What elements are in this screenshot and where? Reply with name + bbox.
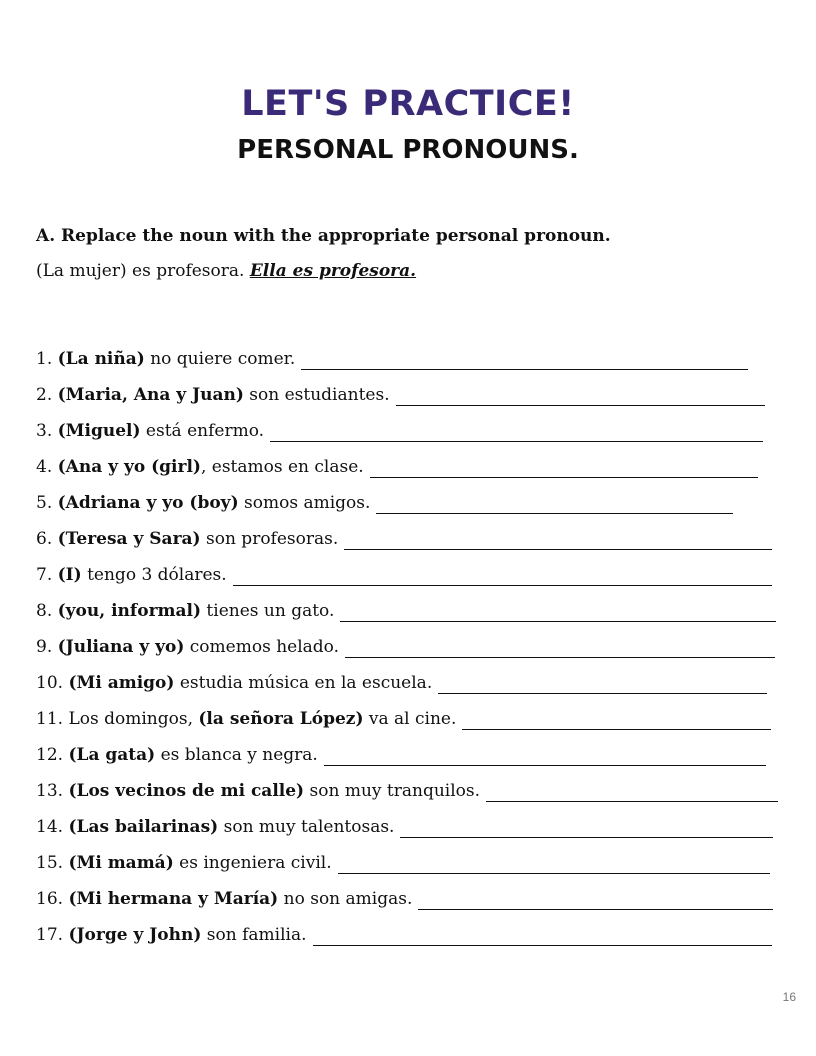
exercise-item <box>36 406 778 442</box>
item-rest: comemos helado. <box>184 637 340 657</box>
item-rest: no son amigas. <box>278 889 413 909</box>
item-noun: (Jorge y John) <box>68 925 202 945</box>
item-number: 14. <box>36 817 64 837</box>
answer-blank[interactable] <box>438 675 767 694</box>
exercise-item <box>36 694 778 730</box>
answer-blank[interactable] <box>396 387 765 406</box>
exercise-text <box>36 420 264 442</box>
item-rest: son estudiantes. <box>243 385 390 405</box>
answer-blank[interactable] <box>233 567 772 586</box>
item-number: 13. <box>36 781 64 801</box>
item-rest: son muy talentosas. <box>218 817 395 837</box>
item-noun: (Las bailarinas) <box>68 817 219 837</box>
exercise-text <box>36 492 370 514</box>
answer-blank[interactable] <box>418 891 773 910</box>
example-answer: Ella es profesora. <box>249 261 417 281</box>
item-noun: (Juliana y yo) <box>57 637 185 657</box>
item-prefix: Los domingos, <box>68 709 199 729</box>
section-a-instruction: A. Replace the noun with the appropriate personal pronoun. <box>36 226 611 246</box>
answer-blank[interactable] <box>324 747 766 766</box>
item-number: 5. <box>36 493 53 513</box>
item-noun: (la señora López) <box>198 709 364 729</box>
item-noun: (Mi hermana y María) <box>68 889 279 909</box>
example-sentence <box>36 261 416 281</box>
page-subtitle: PERSONAL PRONOUNS. <box>237 135 579 165</box>
exercise-text <box>36 852 332 874</box>
answer-blank[interactable] <box>345 639 775 658</box>
answer-blank[interactable] <box>340 603 776 622</box>
answer-blank[interactable] <box>370 459 758 478</box>
exercise-text <box>36 780 480 802</box>
exercise-item <box>36 802 778 838</box>
item-rest: son profesoras. <box>200 529 339 549</box>
exercise-item <box>36 550 778 586</box>
item-noun: (Mi amigo) <box>68 673 175 693</box>
item-noun: (you, informal) <box>57 601 202 621</box>
answer-blank[interactable] <box>486 783 778 802</box>
exercise-text <box>36 708 456 730</box>
item-noun: (Miguel) <box>57 421 141 441</box>
answer-blank[interactable] <box>313 927 772 946</box>
answer-blank[interactable] <box>270 423 763 442</box>
answer-blank[interactable] <box>400 819 773 838</box>
exercise-text <box>36 384 390 406</box>
item-number: 15. <box>36 853 64 873</box>
item-rest: va al cine. <box>363 709 457 729</box>
exercise-item <box>36 874 778 910</box>
answer-blank[interactable] <box>338 855 770 874</box>
item-rest: tienes un gato. <box>201 601 335 621</box>
item-number: 17. <box>36 925 64 945</box>
item-rest: estudia música en la escuela. <box>174 673 433 693</box>
exercise-item <box>36 766 778 802</box>
item-noun: (Maria, Ana y Juan) <box>57 385 244 405</box>
item-number: 3. <box>36 421 53 441</box>
item-rest: es ingeniera civil. <box>173 853 332 873</box>
exercise-text <box>36 816 394 838</box>
exercise-item <box>36 478 778 514</box>
example-prompt: (La mujer) es profesora. <box>36 261 245 281</box>
exercise-text <box>36 744 318 766</box>
exercise-text <box>36 888 412 910</box>
page-title: LET'S PRACTICE! <box>241 84 575 124</box>
item-number: 16. <box>36 889 64 909</box>
item-number: 7. <box>36 565 53 585</box>
item-rest: , estamos en clase. <box>200 457 364 477</box>
exercise-text <box>36 456 364 478</box>
exercise-item <box>36 658 778 694</box>
exercise-item <box>36 730 778 766</box>
item-number: 4. <box>36 457 53 477</box>
exercise-list <box>36 334 778 946</box>
page-number: 16 <box>782 990 796 1004</box>
item-rest: está enfermo. <box>140 421 265 441</box>
item-rest: son muy tranquilos. <box>304 781 481 801</box>
item-rest: son familia. <box>201 925 307 945</box>
item-number: 10. <box>36 673 64 693</box>
item-noun: (Mi mamá) <box>68 853 174 873</box>
item-rest: somos amigos. <box>238 493 371 513</box>
exercise-item <box>36 334 778 370</box>
item-noun: (La gata) <box>68 745 156 765</box>
answer-blank[interactable] <box>344 531 772 550</box>
item-number: 12. <box>36 745 64 765</box>
item-noun: (Teresa y Sara) <box>57 529 201 549</box>
item-rest: es blanca y negra. <box>155 745 318 765</box>
exercise-item <box>36 622 778 658</box>
answer-blank[interactable] <box>301 351 748 370</box>
item-noun: (Ana y yo (girl) <box>57 457 201 477</box>
exercise-text <box>36 672 432 694</box>
item-rest: tengo 3 dólares. <box>81 565 227 585</box>
exercise-item <box>36 514 778 550</box>
exercise-item <box>36 838 778 874</box>
item-noun: (La niña) <box>57 349 145 369</box>
exercise-text <box>36 348 295 370</box>
answer-blank[interactable] <box>462 711 771 730</box>
item-number: 8. <box>36 601 53 621</box>
item-number: 9. <box>36 637 53 657</box>
item-noun: (Los vecinos de mi calle) <box>68 781 305 801</box>
item-number: 11. <box>36 709 64 729</box>
item-number: 6. <box>36 529 53 549</box>
item-number: 1. <box>36 349 53 369</box>
exercise-text <box>36 600 334 622</box>
exercise-item <box>36 910 778 946</box>
exercise-text <box>36 528 338 550</box>
answer-blank[interactable] <box>376 495 733 514</box>
item-noun: (Adriana y yo (boy) <box>57 493 239 513</box>
item-rest: no quiere comer. <box>144 349 296 369</box>
exercise-item <box>36 370 778 406</box>
exercise-text <box>36 924 307 946</box>
item-noun: (I) <box>57 565 82 585</box>
exercise-text <box>36 636 339 658</box>
exercise-item <box>36 586 778 622</box>
exercise-item <box>36 442 778 478</box>
item-number: 2. <box>36 385 53 405</box>
exercise-text <box>36 564 227 586</box>
